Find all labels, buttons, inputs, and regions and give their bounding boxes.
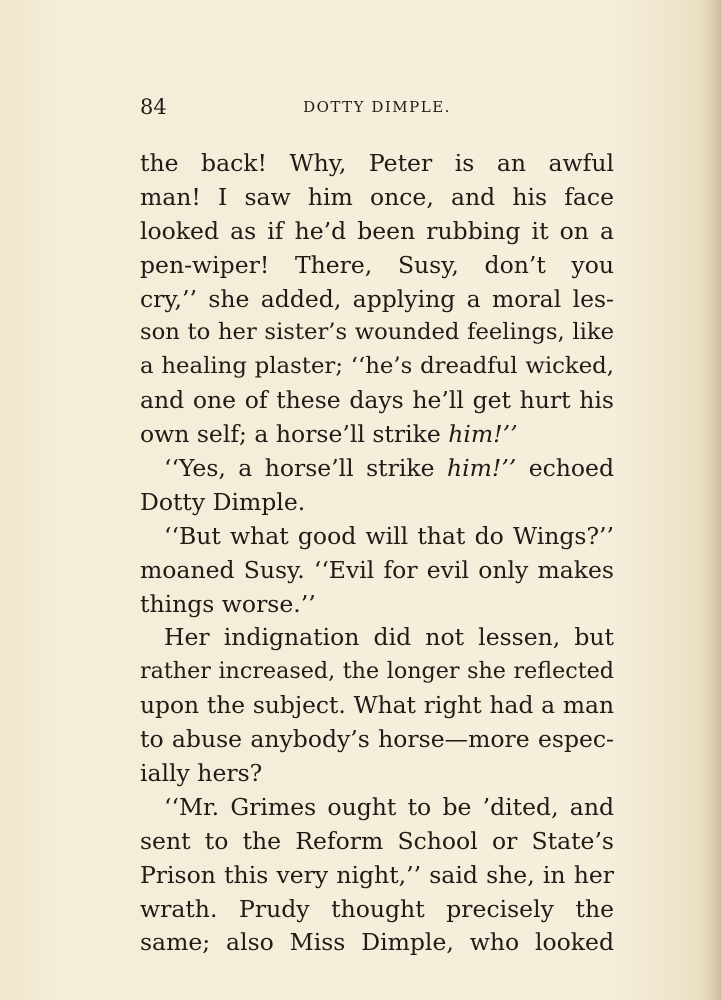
text-line: man! I saw him once, and his face: [140, 182, 614, 211]
text-line: son to her sister’s wounded feelings, like: [140, 319, 614, 346]
text-line: ‘‘But what good will that do Wings?’’: [164, 521, 614, 550]
text-line: to abuse anybody’s horse—more espec-: [140, 725, 614, 754]
text-line: moaned Susy. ‘‘Evil for evil only makes: [140, 555, 614, 584]
text-line: ially hers?: [140, 759, 263, 788]
text-line: wrath. Prudy thought precisely the: [140, 894, 614, 923]
text-line: ‘‘Mr. Grimes ought to be ’dited, and: [164, 792, 614, 821]
text-line: upon the subject. What right had a man: [140, 691, 614, 720]
text-line: rather increased, the longer she reflected: [140, 658, 614, 685]
italic-text: him!’’: [448, 420, 518, 449]
text-line: Prison this very night,’’ said she, in her: [140, 860, 614, 889]
text-line: a healing plaster; ‘‘he’s dreadful wicked,: [140, 353, 614, 380]
body-text: [140, 147, 614, 960]
text-line: sent to the Reform School or State’s: [140, 826, 614, 855]
text-line: Dotty Dimple.: [140, 487, 306, 516]
text-line: things worse.’’: [140, 589, 316, 618]
text-line: looked as if he’d been rubbing it on a: [140, 216, 614, 245]
page-number: 84: [140, 95, 167, 119]
text-line: same; also Miss Dimple, who looked: [140, 928, 614, 957]
page-edge-shadow: [703, 0, 721, 1000]
text-segment: own self; a horse’ll strike: [140, 420, 449, 449]
text-line: and one of these days he’ll get hurt his: [140, 386, 614, 415]
text-line: cry,’’ she added, applying a moral les-: [140, 284, 614, 313]
text-line: Her indignation did not lessen, but: [164, 623, 614, 652]
italic-text: him!’’: [446, 454, 517, 483]
text-segment: ‘‘Yes, a horse’ll strike: [164, 454, 447, 483]
text-line: [140, 452, 614, 486]
text-line: pen-wiper! There, Susy, don’t you: [140, 250, 614, 279]
page-header: [140, 92, 614, 122]
text-line: the back! Why, Peter is an awful: [140, 149, 614, 177]
text-line: [140, 418, 614, 452]
text-segment: echoed: [516, 454, 614, 483]
running-head: DOTTY DIMPLE.: [303, 98, 451, 116]
